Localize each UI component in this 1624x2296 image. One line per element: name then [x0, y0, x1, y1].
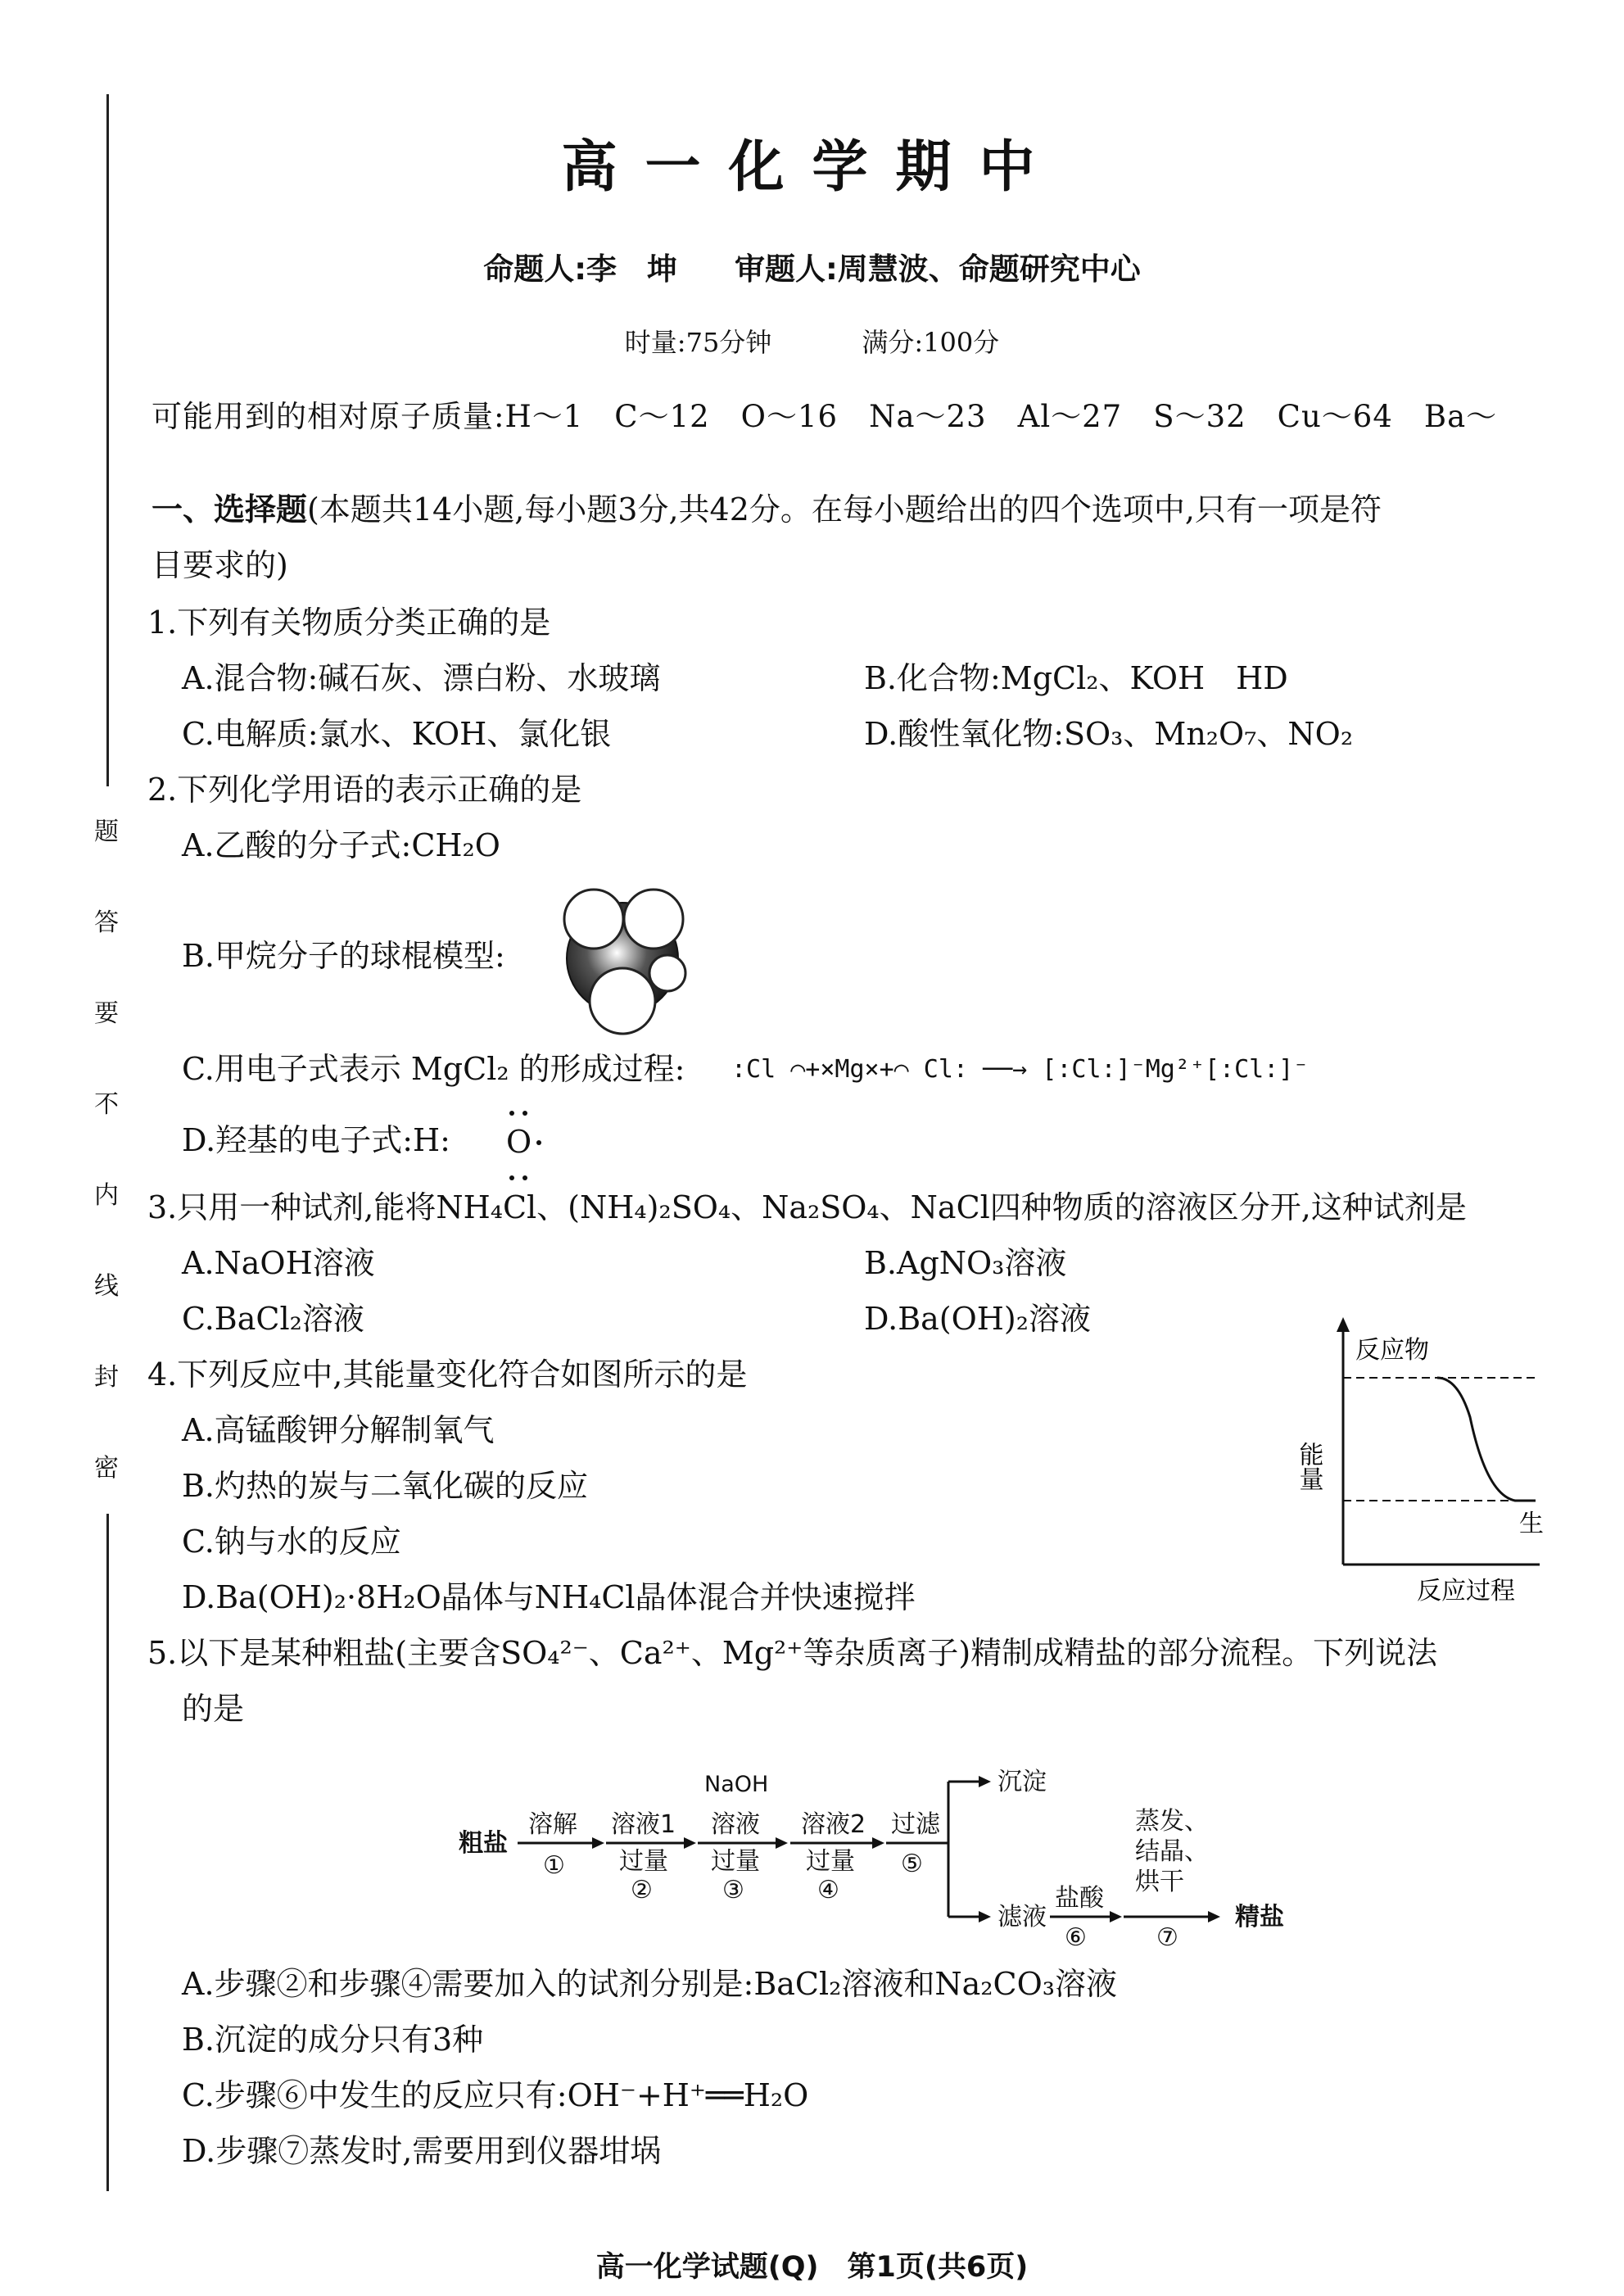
q4-option-b: B.灼热的炭与二氧化碳的反应	[182, 1468, 589, 1504]
q1-stem: 1.下列有关物质分类正确的是	[147, 605, 551, 641]
q5-option-a: A.步骤②和步骤④需要加入的试剂分别是:BaCl₂溶液和Na₂CO₃溶液	[182, 1966, 1117, 2002]
hydroxyl-oxygen-symbol: O	[506, 1124, 532, 1160]
flow-s1-num: ①	[543, 1851, 565, 1880]
q1-option-a: A.混合物:碱石灰、漂白粉、水玻璃	[182, 660, 661, 696]
flow-naoh-solution: 溶液	[711, 1810, 760, 1839]
q1-option-b: B.化合物:MgCl₂、KOH HD	[864, 660, 1288, 696]
page-footer: 高一化学试题(Q) 第1页(共6页)	[595, 2251, 1029, 2284]
q2-option-c: C.用电子式表示 MgCl₂ 的形成过程:	[182, 1051, 685, 1087]
section-description: (本题共14小题,每小题3分,共42分。在每小题给出的四个选项中,只有一项是符	[307, 491, 1382, 528]
flow-start: 粗盐	[459, 1829, 508, 1858]
flow-s4-excess: 过量	[806, 1847, 855, 1876]
q4-option-c: C.钠与水的反应	[182, 1524, 401, 1560]
flow-naoh: NaOH	[704, 1772, 769, 1797]
hydroxyl-electron-dots	[491, 1102, 549, 1192]
q5-option-c: C.步骤⑥中发生的反应只有:OH⁻+H⁺══H₂O	[182, 2077, 809, 2113]
time-score-line	[0, 322, 1624, 360]
flow-crystallize: 结晶、	[1135, 1837, 1209, 1866]
q5-stem-cont: 的是	[182, 1691, 245, 1727]
binding-warning-text	[88, 786, 124, 1514]
flow-s1-label: 溶解	[528, 1810, 577, 1839]
authors-line	[0, 244, 1624, 288]
q3-option-d: D.Ba(OH)₂溶液	[864, 1301, 1091, 1337]
full-score: 满分:100分	[862, 327, 1000, 358]
q2-option-d: D.羟基的电子式:H:	[182, 1122, 450, 1158]
section-heading	[152, 491, 1382, 529]
flow-s4-num: ④	[817, 1876, 839, 1904]
mgcl2-electron-formation: :Cl ⌒+×Mg×+⌒ Cl: ──→ [:Cl:]⁻Mg²⁺[:Cl:]⁻	[731, 1055, 1309, 1084]
q1-option-c: C.电解质:氯水、KOH、氯化银	[182, 716, 612, 752]
purification-flowchart	[459, 1749, 1327, 1978]
q4-option-d: D.Ba(OH)₂·8H₂O晶体与NH₄Cl晶体混合并快速搅拌	[182, 1579, 916, 1615]
energy-label: 能量	[1294, 1442, 1323, 1491]
flow-sol1: 溶液1	[611, 1810, 676, 1839]
q5-option-b: B.沉淀的成分只有3种	[182, 2022, 484, 2058]
time-limit: 时量:75分钟	[624, 327, 772, 358]
flow-end: 精盐	[1235, 1903, 1284, 1931]
binding-char: 题	[94, 817, 119, 846]
methane-ball-model	[541, 876, 704, 1040]
q5-option-d: D.步骤⑦蒸发时,需要用到仪器坩埚	[182, 2133, 662, 2169]
q3-option-c: C.BaCl₂溶液	[182, 1301, 364, 1337]
flow-evaporate: 蒸发、	[1135, 1807, 1209, 1836]
binding-char: 答	[94, 908, 119, 937]
q2-stem: 2.下列化学用语的表示正确的是	[147, 772, 582, 808]
q4-option-a: A.高锰酸钾分解制氧气	[182, 1412, 495, 1448]
section-title: 一、选择题	[152, 491, 308, 528]
author: 命题人:李 坤	[483, 251, 677, 287]
reviewer: 审题人:周慧波、命题研究中心	[735, 251, 1141, 287]
flow-filtrate: 滤液	[997, 1903, 1047, 1931]
q3-option-b: B.AgNO₃溶液	[864, 1245, 1067, 1281]
binding-char: 线	[94, 1272, 119, 1301]
q2-option-b: B.甲烷分子的球棍模型:	[182, 938, 505, 974]
flow-s5-num: ⑤	[901, 1850, 923, 1878]
binding-char: 内	[94, 1181, 119, 1210]
energy-diagram	[1294, 1311, 1544, 1605]
flow-precipitate: 沉淀	[997, 1768, 1047, 1796]
q4-stem: 4.下列反应中,其能量变化符合如图所示的是	[147, 1356, 748, 1393]
flow-s2-num: ②	[631, 1876, 653, 1904]
page-title: 高一化学期中	[561, 135, 1063, 200]
binding-char: 密	[94, 1454, 119, 1483]
q3-stem: 3.只用一种试剂,能将NH₄Cl、(NH₄)₂SO₄、Na₂SO₄、NaCl四种物质的溶液区分开,这种试剂是	[147, 1189, 1467, 1225]
section-description-cont: 目要求的)	[152, 547, 288, 583]
binding-char: 要	[94, 999, 119, 1028]
flow-s6-num: ⑥	[1065, 1923, 1087, 1952]
energy-axis-arrow	[1337, 1317, 1350, 1332]
flow-s7-num: ⑦	[1156, 1923, 1178, 1952]
flow-s2-excess: 过量	[619, 1847, 668, 1876]
binding-char: 封	[94, 1363, 119, 1392]
q1-option-d: D.酸性氧化物:SO₃、Mn₂O₇、NO₂	[864, 716, 1354, 752]
flow-filter: 过滤	[891, 1810, 940, 1839]
flow-sol2: 溶液2	[801, 1810, 866, 1839]
flow-s3-excess: 过量	[711, 1847, 760, 1876]
flow-dry: 烘干	[1135, 1868, 1184, 1896]
reactant-label: 反应物	[1355, 1336, 1429, 1365]
q5-stem: 5.以下是某种粗盐(主要含SO₄²⁻、Ca²⁺、Mg²⁺等杂质离子)精制成精盐的部分流程。下列说法	[147, 1635, 1438, 1671]
product-label-partial: 生	[1519, 1510, 1544, 1538]
flow-hcl: 盐酸	[1055, 1884, 1104, 1913]
atomic-masses: 可能用到的相对原子质量:H～1 C～12 O～16 Na～23 Al～27 S～32 Cu～64 Ba～	[152, 399, 1498, 434]
process-label: 反应过程	[1417, 1577, 1515, 1605]
q3-option-a: A.NaOH溶液	[182, 1245, 375, 1281]
binding-char: 不	[94, 1090, 119, 1119]
q2-option-a: A.乙酸的分子式:CH₂O	[182, 827, 500, 863]
energy-curve	[1437, 1378, 1536, 1501]
flow-s3-num: ③	[722, 1876, 744, 1904]
